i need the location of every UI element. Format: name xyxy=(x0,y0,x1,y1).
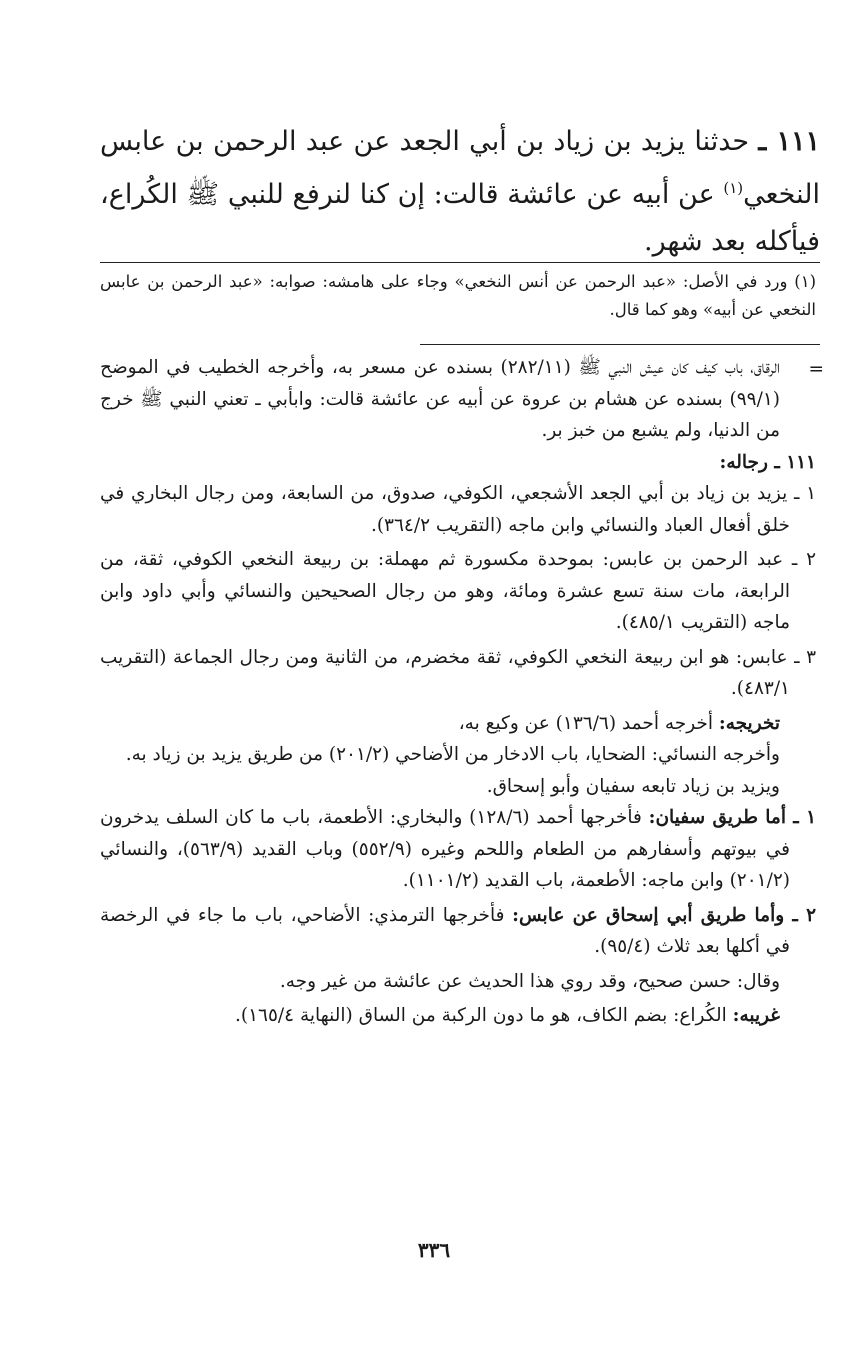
route-1-label: ١ ـ أما طريق سفيان: xyxy=(648,807,816,828)
hadith-text xyxy=(100,118,820,265)
continuation-text: الرقاق، باب كيف كان عيش النبي ﷺ (٢٨٢/١١) بسنده عن مسعر به، وأخرجه الخطيب في الموضح (٩٩/١) بسنده عن هشام بن عروة عن أبيه عن عائشة قالت: وابأبي ـ تعني النبي ﷺ خرج من الدنيا، ولم يشبع من خبز بر. xyxy=(100,357,780,441)
narrator-item: ٢ ـ عبد الرحمن بن عابس: بموحدة مكسورة ثم مهملة: بن ربيعة النخعي الكوفي، ثقة، من الرابعة، مات سنة تسع عشرة ومائة، وهو من رجال الصحيحين والنسائي وأبي داود وابن ماجه (التقريب ٤٨٥/١). xyxy=(100,549,816,633)
takhrij-label: تخريجه: xyxy=(718,712,780,734)
narrator-item: ٣ ـ عابس: هو ابن ربيعة النخعي الكوفي، ثقة مخضرم، من الثانية ومن رجال الجماعة (التقريب ٤٨٣/١). xyxy=(100,646,816,699)
hadith-text-part2: عن أبيه عن عائشة قالت: إن كنا لنرفع للنبي ﷺ الكُراع، فيأكله بعد شهر. xyxy=(100,179,820,257)
narrators-heading: ١١١ ـ رجاله: xyxy=(719,451,816,473)
continuation-marker: = xyxy=(808,359,824,380)
page-number: ٣٣٦ xyxy=(417,1238,451,1262)
hadith-number: ١١١ ـ xyxy=(758,126,820,157)
footnote: (١) ورد في الأصل: «عبد الرحمن عن أنس النخعي» وجاء على هامشه: صوابه: «عبد الرحمن بن عابس النخعي عن أبيه» وهو كما قال. xyxy=(100,272,816,319)
route-2-text: فأخرجها الترمذي: الأضاحي، باب ما جاء في الرخصة في أكلها بعد ثلاث (٩٥/٤). xyxy=(100,904,790,957)
hadith-text-part1: حدثنا يزيد بن زياد بن أبي الجعد عن عبد الرحمن بن عابس النخعي xyxy=(100,126,820,210)
takhrij-line3: ويزيد بن زياد تابعه سفيان وأبو إسحاق. xyxy=(486,775,780,797)
gharib-label: غريبه: xyxy=(732,1005,780,1026)
takhrij-route-2 xyxy=(100,900,816,963)
narrator-item: ١ ـ يزيد بن زياد بن أبي الجعد الأشجعي، الكوفي، صدوق، من السابعة، ومن رجال البخاري في خلق أفعال العباد والنسائي وابن ماجه (التقريب ٣٦٤/٢). xyxy=(100,483,816,536)
footnote-separator xyxy=(100,262,820,263)
gharib xyxy=(100,1000,816,1032)
takhrij-line2: وأخرجه النسائي: الضحايا، باب الادخار من الأضاحي (٢٠١/٢) من طريق يزيد بن زياد به. xyxy=(125,744,780,765)
tirmidhi-grading: وقال: حسن صحيح، وقد روي هذا الحديث عن عائشة من غير وجه. xyxy=(279,970,780,992)
route-2-label: ٢ ـ وأما طريق أبي إسحاق عن عابس: xyxy=(512,904,816,926)
takhrij-route-1 xyxy=(100,802,816,897)
commentary-separator xyxy=(420,344,820,345)
continued-commentary xyxy=(100,352,824,447)
takhrij-line1: أخرجه أحمد (١٣٦/٦) عن وكيع به، xyxy=(458,712,719,734)
gharib-text: الكُراع: بضم الكاف، هو ما دون الركبة من الساق (النهاية ١٦٥/٤). xyxy=(234,1005,733,1026)
footnote-reference: (١) xyxy=(723,179,744,197)
commentary xyxy=(100,352,824,1032)
route-1-text: فأخرجها أحمد (١٢٨/٦) والبخاري: الأطعمة، باب ما كان السلف يدخرون في بيوتهم وأسفارهم من الطعام واللحم وغيره (٥٥٢/٩) وباب القديد (٥٦٣/٩)، والنسائي (٢٠١/٢) وابن ماجه: الأطعمة، باب القديد (١١٠١/٢). xyxy=(100,807,791,891)
takhrij-line xyxy=(100,708,816,740)
